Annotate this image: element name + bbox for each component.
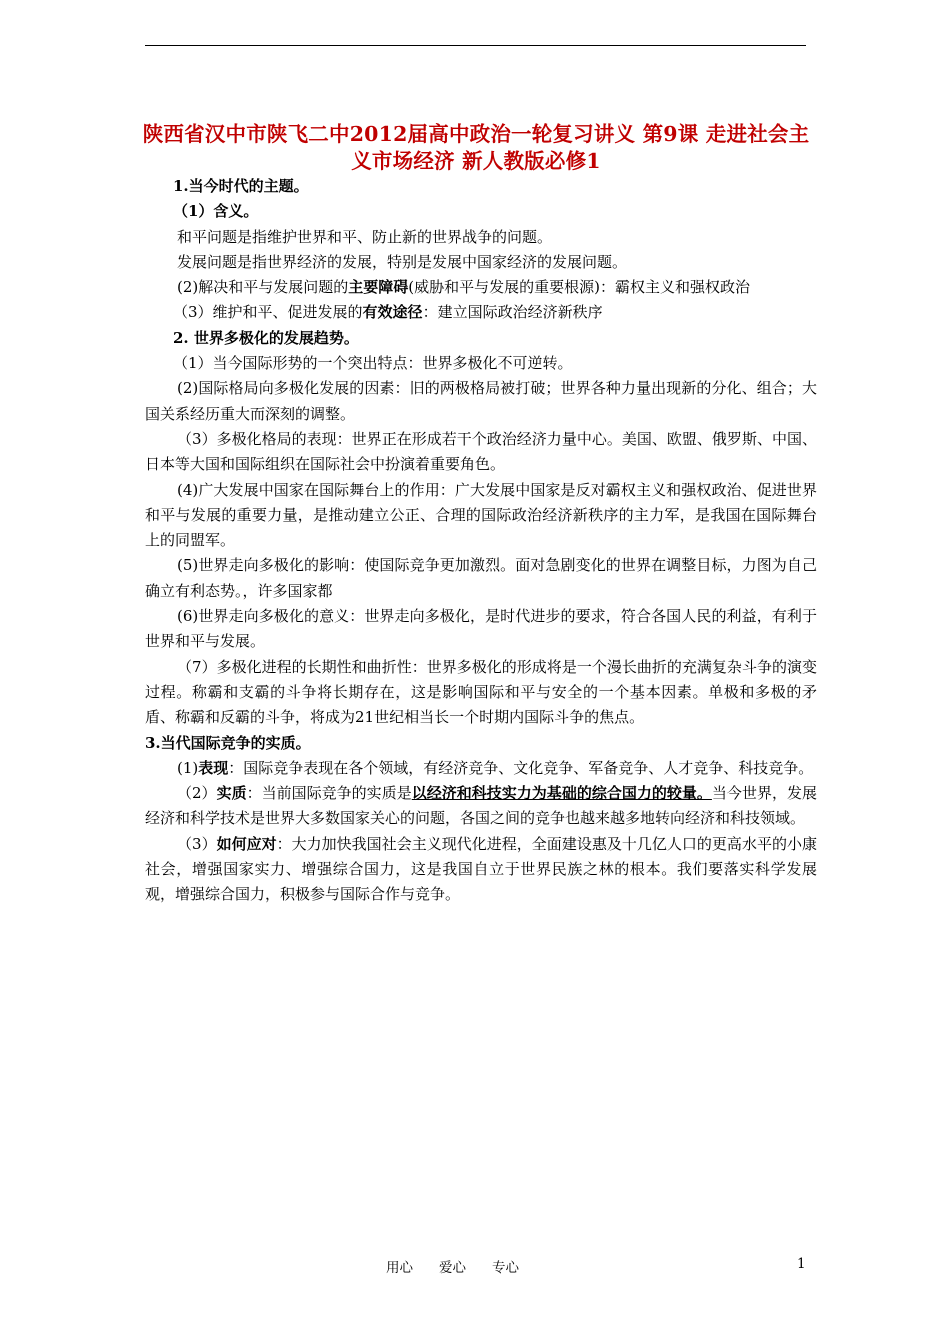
footer-motto-2: 爱心 [439, 1260, 466, 1276]
section-1-heading: 1.当今时代的主题。 [173, 177, 309, 195]
header-rule [145, 45, 806, 46]
peace-definition: 和平问题是指维护世界和平、防止新的世界战争的问题。 [177, 227, 553, 246]
footer-motto [386, 1256, 519, 1276]
page-number: 1 [797, 1256, 806, 1272]
key-point-underline: 以经济和科技实力为基础的综合国力的较量。 [411, 784, 712, 803]
section-2-item-2: (2)国际格局向多极化发展的因素：旧的两极格局被打破；世界各种力量出现新的分化、组合；大国关系经历重大而深刻的调整。 [145, 379, 817, 423]
section-1-item-3: （3）维护和平、促进发展的有效途径：建立国际政治经济新秩序 [173, 303, 603, 322]
section-3-item-2: （2）实质：当前国际竞争的实质是以经济和科技实力为基础的综合国力的较量。当今世界，发展经济和科学技术是世界大多数国家关心的问题，各国之间的竞争也越来越多地转向经济和科技领域。 [145, 784, 817, 828]
footer-motto-3: 专心 [492, 1260, 519, 1276]
section-2-item-3: （3）多极化格局的表现：世界正在形成若干个政治经济力量中心。美国、欧盟、俄罗斯、中国、日本等大国和国际组织在国际社会中扮演着重要角色。 [145, 429, 817, 474]
document-title: 陕西省汉中市陕飞二中2012届高中政治一轮复习讲义 第9课 走进社会主义市场经济 新人教版必修1 [142, 122, 810, 173]
section-1-item-1-label: （1）含义。 [173, 202, 259, 221]
section-2-item-7: （7）多极化进程的长期性和曲折性：世界多极化的形成将是一个漫长曲折的充满复杂斗争的演变过程。称霸和支霸的斗争将长期存在，这是影响国际和平与安全的一个基本因素。单极和多极的矛盾、称霸和反霸的斗争，将成为21世纪相当长一个时期内国际斗争的焦点。 [145, 657, 817, 727]
section-3-heading: 3.当代国际竞争的实质。 [145, 733, 311, 752]
section-2-item-5: (5)世界走向多极化的影响：使国际竞争更加激烈。面对急剧变化的世界在调整目标，力图为自己确立有利态势。，许多国家都 [145, 556, 817, 600]
section-2-item-4: (4)广大发展中国家在国际舞台上的作用：广大发展中国家是反对霸权主义和强权政治、促进世界和平与发展的重要力量，是推动建立公正、合理的国际政治经济新秩序的主力军，是我国在国际舞台上的同盟军。 [145, 480, 817, 550]
section-2-item-1: （1）当今国际形势的一个突出特点：世界多极化不可逆转。 [173, 354, 573, 373]
document-body [145, 174, 817, 908]
section-2-item-6: (6)世界走向多极化的意义：世界走向多极化，是时代进步的要求，符合各国人民的利益，有利于世界和平与发展。 [145, 607, 817, 651]
section-2-heading: 2. 世界多极化的发展趋势。 [173, 328, 359, 347]
section-3-item-1: (1)表现：国际竞争表现在各个领域，有经济竞争、文化竞争、军备竞争、人才竞争、科技竞争。 [177, 758, 814, 777]
development-definition: 发展问题是指世界经济的发展，特别是发展中国家经济的发展问题。 [177, 252, 628, 271]
footer-motto-1: 用心 [386, 1260, 413, 1276]
section-3-item-3: （3）如何应对：大力加快我国社会主义现代化进程，全面建设惠及十几亿人口的更高水平的小康社会，增强国家实力、增强综合国力，这是我国自立于世界民族之林的根本。我们要落实科学发展观，增强综合国力，积极参与国际合作与竞争。 [145, 834, 817, 904]
section-1-item-2: (2)解决和平与发展问题的主要障碍(威胁和平与发展的重要根源)：霸权主义和强权政治 [177, 278, 750, 297]
